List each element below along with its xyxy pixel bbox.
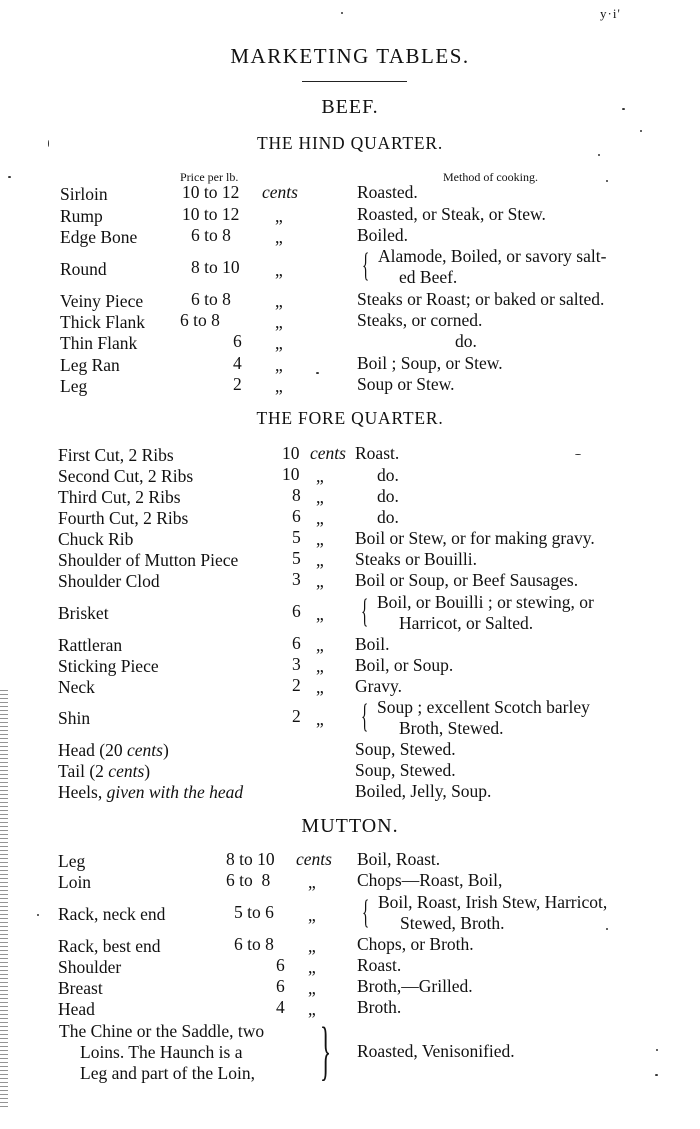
cooking-method: Gravy. — [355, 676, 402, 696]
price-unit: „ — [316, 466, 324, 486]
price: 6 to 8 — [191, 289, 231, 309]
cut-name: Sirloin — [60, 184, 108, 204]
cut-name-end: ) — [162, 740, 169, 760]
cooking-method: Soup ; excellent Scotch barley — [377, 697, 590, 717]
cooking-method: Roasted. — [357, 182, 418, 202]
cut-name: Shoulder Clod — [58, 571, 160, 591]
price: 8 to 10 — [226, 849, 275, 869]
price: 2 — [292, 706, 301, 726]
brace-glyph: { — [362, 247, 370, 284]
price: 6 — [292, 601, 301, 621]
price: 10 to 12 — [182, 204, 240, 224]
scan-speck — [37, 914, 39, 916]
price: 2 — [233, 374, 242, 394]
price: 5 to 6 — [234, 902, 274, 922]
cooking-method: Roasted, Venisonified. — [357, 1041, 515, 1061]
price-unit: „ — [275, 376, 283, 396]
cut-name — [58, 761, 150, 781]
cooking-method: Boil or Soup, or Beef Sausages. — [355, 570, 579, 590]
price-unit: „ — [275, 291, 283, 311]
cut-name: Fourth Cut, 2 Ribs — [58, 508, 189, 528]
price: 8 to 10 — [191, 257, 240, 277]
price: 5 — [292, 548, 301, 568]
cut-name — [58, 782, 243, 802]
hind-quarter-heading: THE HIND QUARTER. — [256, 133, 444, 153]
scan-speck — [622, 108, 625, 110]
note-line: The Chine or the Saddle, two — [59, 1021, 265, 1041]
cooking-method: Broth,—Grilled. — [357, 976, 473, 996]
cooking-method-continued: ed Beef. — [399, 267, 458, 287]
cut-name-text: Tail (2 — [58, 761, 109, 781]
price-unit: „ — [316, 677, 324, 697]
scan-speck — [655, 1074, 658, 1076]
cooking-method-continued: Stewed, Broth. — [400, 913, 505, 933]
cooking-method: Roasted, or Steak, or Stew. — [357, 204, 546, 224]
cut-name: Shoulder of Mutton Piece — [58, 550, 239, 570]
price-unit: „ — [275, 312, 283, 332]
price-unit: „ — [316, 529, 324, 549]
scan-speck — [606, 928, 608, 930]
price: 6 — [276, 976, 285, 996]
price-unit: „ — [275, 355, 283, 375]
cooking-method: Boil or Stew, or for making gravy. — [355, 528, 595, 548]
cut-name: Leg — [58, 851, 86, 871]
brace-glyph: { — [362, 894, 370, 931]
cooking-method: Chops—Roast, Boil, — [357, 870, 503, 890]
scan-speck — [606, 180, 608, 182]
price: 5 — [292, 527, 301, 547]
price: 6 to 8 — [226, 870, 271, 890]
scan-speck — [598, 154, 600, 156]
cooking-method: Boil, or Soup. — [355, 655, 454, 675]
cut-name: Rump — [60, 206, 103, 226]
cooking-method: Boiled. — [357, 225, 409, 245]
cut-name: Sticking Piece — [58, 656, 159, 676]
fore-quarter-heading: THE FORE QUARTER. — [256, 408, 444, 428]
cut-name-italic: cents — [108, 761, 145, 781]
cooking-method: Boil. — [355, 634, 390, 654]
cut-name: Neck — [58, 677, 95, 697]
cooking-method: Broth. — [357, 997, 402, 1017]
cut-name: Second Cut, 2 Ribs — [58, 466, 194, 486]
scan-speck — [48, 140, 49, 147]
cooking-method: Boil, or Bouilli ; or stewing, or — [377, 592, 594, 612]
cooking-method: Soup, Stewed. — [355, 760, 456, 780]
page-mark-top-right: y·i' — [600, 6, 621, 21]
cut-name — [58, 740, 169, 760]
cooking-method: do. — [377, 465, 399, 485]
note-line: Leg and part of the Loin, — [80, 1063, 255, 1083]
price-unit: cents — [310, 443, 346, 463]
title-rule — [302, 81, 407, 82]
price-unit: „ — [308, 957, 316, 977]
price: 10 to 12 — [182, 182, 240, 202]
price-unit: „ — [316, 508, 324, 528]
scan-speck — [341, 12, 343, 14]
page-title: MARKETING TABLES. — [230, 44, 470, 68]
cut-name: Leg — [60, 376, 88, 396]
scan-speck — [656, 1049, 658, 1051]
mutton-heading: MUTTON. — [301, 815, 399, 837]
brace-glyph: { — [361, 593, 369, 630]
cooking-method: Steaks or Roast; or baked or salted. — [357, 289, 605, 309]
price-unit: „ — [308, 999, 316, 1019]
price: 2 — [292, 675, 301, 695]
price: 3 — [292, 569, 301, 589]
cut-name: Head — [58, 999, 95, 1019]
scan-speck — [640, 130, 642, 132]
price-unit: „ — [316, 571, 324, 591]
cut-name: Brisket — [58, 603, 109, 623]
price-unit: „ — [316, 487, 324, 507]
cut-name: Third Cut, 2 Ribs — [58, 487, 181, 507]
price-unit: „ — [316, 709, 324, 729]
cut-name-italic: cents — [127, 740, 163, 760]
cut-name: Chuck Rib — [58, 529, 134, 549]
price: 6 to 8 — [191, 225, 231, 245]
cut-name: Veiny Piece — [60, 291, 144, 311]
price-column-header: Price per lb. — [180, 170, 239, 184]
cooking-method: Roast. — [357, 955, 402, 975]
cut-name: Shin — [58, 708, 91, 728]
scan-speck — [575, 454, 581, 455]
cooking-method: Soup, Stewed. — [355, 739, 456, 759]
price: 10 — [282, 464, 300, 484]
price: 6 — [233, 331, 242, 351]
price-unit: cents — [262, 182, 298, 202]
price-unit: „ — [316, 550, 324, 570]
price: 6 — [276, 955, 285, 975]
cooking-method: do. — [455, 331, 477, 351]
cooking-method: Boiled, Jelly, Soup. — [355, 781, 492, 801]
cut-name: Thin Flank — [60, 333, 138, 353]
price: 10 — [282, 443, 300, 463]
price-unit: „ — [308, 936, 316, 956]
price-unit: „ — [275, 206, 283, 226]
price-unit: „ — [308, 872, 316, 892]
price-unit: „ — [316, 635, 324, 655]
price: 6 to 8 — [180, 310, 220, 330]
cut-name-italic: given with the head — [106, 782, 244, 802]
cut-name-text: Head (20 — [58, 740, 128, 760]
price: 4 — [233, 353, 242, 373]
price-unit: „ — [275, 227, 283, 247]
cut-name: Shoulder — [58, 957, 122, 977]
price-unit: „ — [275, 333, 283, 353]
cut-name: Leg Ran — [60, 355, 120, 375]
cooking-method: do. — [377, 486, 399, 506]
price-unit: „ — [308, 905, 316, 925]
price-unit: „ — [316, 604, 324, 624]
price-unit: cents — [296, 849, 332, 869]
cut-name: Thick Flank — [60, 312, 146, 332]
brace-glyph: { — [361, 698, 369, 735]
cut-name-end: ) — [144, 761, 151, 781]
cut-name: First Cut, 2 Ribs — [58, 445, 174, 465]
cooking-method: Alamode, Boiled, or savory salt- — [378, 246, 607, 266]
cooking-method-continued: Harricot, or Salted. — [399, 613, 534, 633]
price-unit: „ — [275, 260, 283, 280]
price: 8 — [292, 485, 301, 505]
cooking-method: Roast. — [355, 443, 400, 463]
method-column-header: Method of cooking. — [443, 170, 538, 184]
cooking-method: Steaks, or corned. — [357, 310, 483, 330]
cut-name: Rattleran — [58, 635, 123, 655]
price: 6 to 8 — [234, 934, 274, 954]
cut-name: Edge Bone — [60, 227, 138, 247]
price: 6 — [292, 633, 301, 653]
cooking-method: Boil, Roast, Irish Stew, Harricot, — [378, 892, 608, 912]
scan-speck — [316, 372, 319, 374]
price-unit: „ — [316, 656, 324, 676]
price: 3 — [292, 654, 301, 674]
scan-speck — [8, 176, 11, 178]
cut-name: Round — [60, 259, 107, 279]
cooking-method: Boil ; Soup, or Stew. — [357, 353, 503, 373]
cut-name: Rack, neck end — [58, 904, 166, 924]
brace-glyph: } — [320, 1014, 332, 1087]
cooking-method-continued: Broth, Stewed. — [399, 718, 504, 738]
price-unit: „ — [308, 978, 316, 998]
cooking-method: Soup or Stew. — [357, 374, 455, 394]
beef-heading: BEEF. — [321, 96, 379, 118]
cut-name: Rack, best end — [58, 936, 161, 956]
cut-name: Loin — [58, 872, 92, 892]
scan-edge-noise — [0, 690, 8, 1110]
cooking-method: Chops, or Broth. — [357, 934, 474, 954]
price: 6 — [292, 506, 301, 526]
cut-name-text: Heels, — [58, 782, 107, 802]
note-line: Loins. The Haunch is a — [80, 1042, 243, 1062]
cooking-method: Boil, Roast. — [357, 849, 441, 869]
price: 4 — [276, 997, 285, 1017]
cooking-method: Steaks or Bouilli. — [355, 549, 478, 569]
cooking-method: do. — [377, 507, 399, 527]
cut-name: Breast — [58, 978, 103, 998]
